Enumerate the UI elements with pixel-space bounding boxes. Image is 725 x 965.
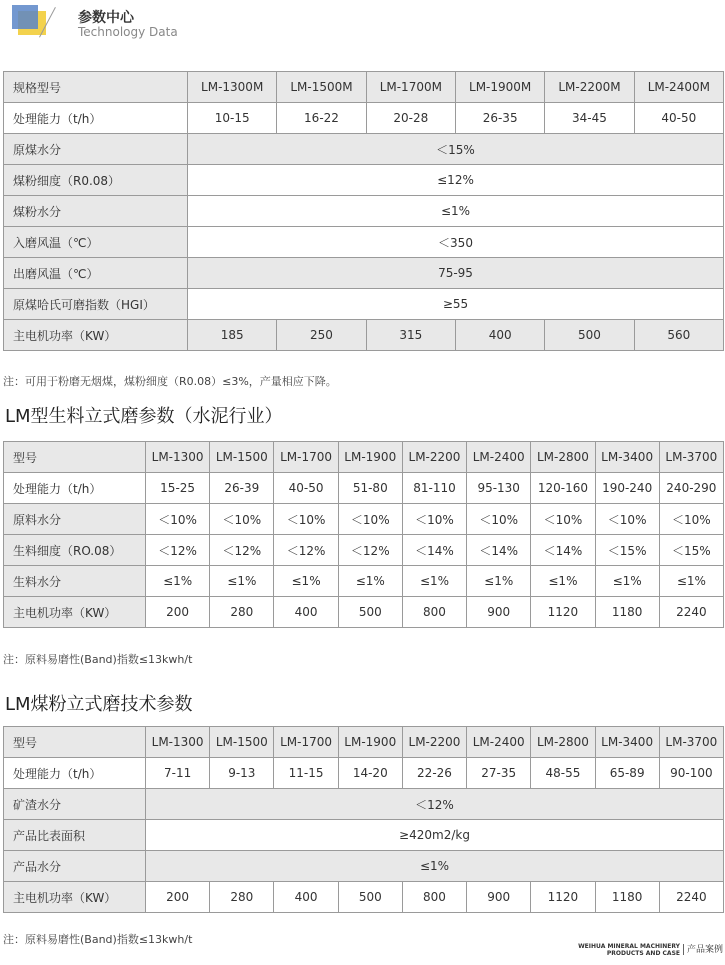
section-title-raw-mill: LM型生料立式磨参数（水泥行业） [5,406,283,427]
table-row-power [4,320,724,351]
value-cell: 20-28 [366,103,455,134]
model-cell: LM-1700 [274,727,338,758]
table-row-moisture [4,504,724,535]
model-cell: LM-1500 [210,727,274,758]
model-cell: LM-1500 [210,442,274,473]
footer-divider [683,944,684,955]
row-label: 矿渣水分 [4,789,146,820]
value-cell: ＜14% [531,535,595,566]
value-cell: ＜10% [210,504,274,535]
value-cell: 200 [146,597,210,628]
logo-blue-square [12,5,38,29]
value-cell: ≤1% [210,566,274,597]
value-cell: ≥420m2/kg [146,820,724,851]
value-cell: 200 [146,882,210,913]
model-cell: LM-3700 [659,727,723,758]
value-cell: 190-240 [595,473,659,504]
value-cell: ＜12% [210,535,274,566]
footer-brand-line1: WEIHUA MINERAL MACHINERY [578,942,680,950]
value-cell: 800 [402,882,466,913]
table-row-fineness [4,535,724,566]
value-cell: 81-110 [402,473,466,504]
table-row-powder-moisture [4,196,724,227]
model-cell: LM-2800 [531,727,595,758]
table-row-inlet-temp [4,227,724,258]
table-row-capacity [4,473,724,504]
row-label: 煤粉水分 [4,196,188,227]
footer-brand [578,942,723,957]
value-cell: ＜12% [146,789,724,820]
row-label: 原煤哈氏可磨指数（HGI） [4,289,188,320]
value-cell: ≤1% [595,566,659,597]
value-cell: 1180 [595,597,659,628]
model-cell: LM-3400 [595,442,659,473]
value-cell: 26-35 [455,103,544,134]
value-cell: ≤1% [274,566,338,597]
value-cell: 800 [402,597,466,628]
value-cell: 34-45 [545,103,634,134]
value-cell: 2240 [659,882,723,913]
value-cell: 65-89 [595,758,659,789]
table-row-surface-area [4,820,724,851]
model-cell: LM-2400M [634,72,723,103]
row-label: 产品水分 [4,851,146,882]
value-cell: 51-80 [338,473,402,504]
value-cell: 900 [467,882,531,913]
value-cell: 48-55 [531,758,595,789]
row-label: 产品比表面积 [4,820,146,851]
value-cell: 7-11 [146,758,210,789]
value-cell: 400 [274,882,338,913]
value-cell: 75-95 [188,258,724,289]
value-cell: ≤12% [188,165,724,196]
value-cell: ＜10% [338,504,402,535]
value-cell: ≥55 [188,289,724,320]
value-cell: 900 [467,597,531,628]
value-cell: ＜12% [338,535,402,566]
table-row-fineness [4,165,724,196]
value-cell: ＜15% [188,134,724,165]
row-label: 主电机功率（KW） [4,597,146,628]
table-row-models [4,442,724,473]
value-cell: 240-290 [659,473,723,504]
value-cell: 500 [338,882,402,913]
value-cell: ≤1% [467,566,531,597]
row-label: 型号 [4,727,146,758]
value-cell: 280 [210,882,274,913]
value-cell: 500 [545,320,634,351]
value-cell: ≤1% [146,566,210,597]
model-cell: LM-1700 [274,442,338,473]
section-title-coal-mill: LM煤粉立式磨技术参数 [5,694,193,715]
value-cell: ≤1% [188,196,724,227]
row-label: 生料水分 [4,566,146,597]
table-row-hgi [4,289,724,320]
model-cell: LM-1900 [338,442,402,473]
model-cell: LM-1300 [146,442,210,473]
value-cell: 315 [366,320,455,351]
value-cell: 11-15 [274,758,338,789]
table-row-capacity [4,103,724,134]
value-cell: 16-22 [277,103,366,134]
value-cell: ＜15% [659,535,723,566]
page-subtitle: Technology Data [78,25,178,39]
model-cell: LM-2400 [467,727,531,758]
value-cell: 90-100 [659,758,723,789]
row-label: 处理能力（t/h） [4,473,146,504]
row-label: 入磨风温（℃） [4,227,188,258]
value-cell: 26-39 [210,473,274,504]
value-cell: 14-20 [338,758,402,789]
table-row-capacity [4,758,724,789]
value-cell: ＜10% [659,504,723,535]
model-cell: LM-1500M [277,72,366,103]
row-label: 生料细度（RO.08） [4,535,146,566]
model-cell: LM-1300M [188,72,277,103]
value-cell: ＜14% [402,535,466,566]
value-cell: 280 [210,597,274,628]
model-cell: LM-2200 [402,727,466,758]
value-cell: 22-26 [402,758,466,789]
value-cell: ＜15% [595,535,659,566]
row-label: 煤粉细度（R0.08） [4,165,188,196]
value-cell: ＜10% [274,504,338,535]
value-cell: 10-15 [188,103,277,134]
value-cell: ＜10% [531,504,595,535]
value-cell: 40-50 [634,103,723,134]
value-cell: ＜10% [467,504,531,535]
row-label: 原煤水分 [4,134,188,165]
value-cell: 400 [455,320,544,351]
value-cell: 2240 [659,597,723,628]
table-row-raw-moisture [4,134,724,165]
value-cell: 185 [188,320,277,351]
model-cell: LM-2200M [545,72,634,103]
row-label: 型号 [4,442,146,473]
row-label: 出磨风温（℃） [4,258,188,289]
model-cell: LM-1700M [366,72,455,103]
model-cell: LM-1900 [338,727,402,758]
table-row-power [4,882,724,913]
value-cell: 1120 [531,882,595,913]
table2-note: 注：原料易磨性(Band)指数≤13kwh/t [3,653,193,666]
row-label: 处理能力（t/h） [4,103,188,134]
table3-note: 注：原料易磨性(Band)指数≤13kwh/t [3,933,193,946]
value-cell: ≤1% [402,566,466,597]
value-cell: ＜10% [402,504,466,535]
table-row-power [4,597,724,628]
value-cell: 560 [634,320,723,351]
footer-brand-text [578,943,680,957]
table-row-models [4,72,724,103]
table-row-product-moisture [4,566,724,597]
table-row-product-moisture [4,851,724,882]
value-cell: ＜12% [146,535,210,566]
table-row-slag-moisture [4,789,724,820]
value-cell: 27-35 [467,758,531,789]
model-cell: LM-2800 [531,442,595,473]
raw-mill-spec-table [3,441,724,628]
value-cell: ＜14% [467,535,531,566]
model-cell: LM-2400 [467,442,531,473]
value-cell: 500 [338,597,402,628]
table1-note: 注：可用于粉磨无烟煤，煤粉细度（R0.08）≤3%，产量相应下降。 [3,375,337,388]
page-title: 参数中心 [78,10,134,26]
footer-label: 产品案例 [686,945,723,955]
value-cell: 1120 [531,597,595,628]
value-cell: ≤1% [659,566,723,597]
row-label: 主电机功率（KW） [4,320,188,351]
model-cell: LM-1300 [146,727,210,758]
value-cell: ≤1% [531,566,595,597]
value-cell: 9-13 [210,758,274,789]
row-label: 主电机功率（KW） [4,882,146,913]
value-cell: ＜350 [188,227,724,258]
value-cell: ＜10% [595,504,659,535]
value-cell: 95-130 [467,473,531,504]
model-cell: LM-3400 [595,727,659,758]
value-cell: 40-50 [274,473,338,504]
value-cell: ＜12% [274,535,338,566]
table-row-models [4,727,724,758]
value-cell: 15-25 [146,473,210,504]
coal-powder-mill-spec-table [3,726,724,913]
row-label: 规格型号 [4,72,188,103]
value-cell: ≤1% [146,851,724,882]
row-label: 处理能力（t/h） [4,758,146,789]
coal-mill-spec-table [3,71,724,351]
table-row-outlet-temp [4,258,724,289]
value-cell: 250 [277,320,366,351]
value-cell: 1180 [595,882,659,913]
value-cell: ≤1% [338,566,402,597]
model-cell: LM-1900M [455,72,544,103]
model-cell: LM-2200 [402,442,466,473]
value-cell: 120-160 [531,473,595,504]
value-cell: ＜10% [146,504,210,535]
model-cell: LM-3700 [659,442,723,473]
footer-brand-line2: PRODUCTS AND CASE [606,949,680,957]
row-label: 原料水分 [4,504,146,535]
value-cell: 400 [274,597,338,628]
